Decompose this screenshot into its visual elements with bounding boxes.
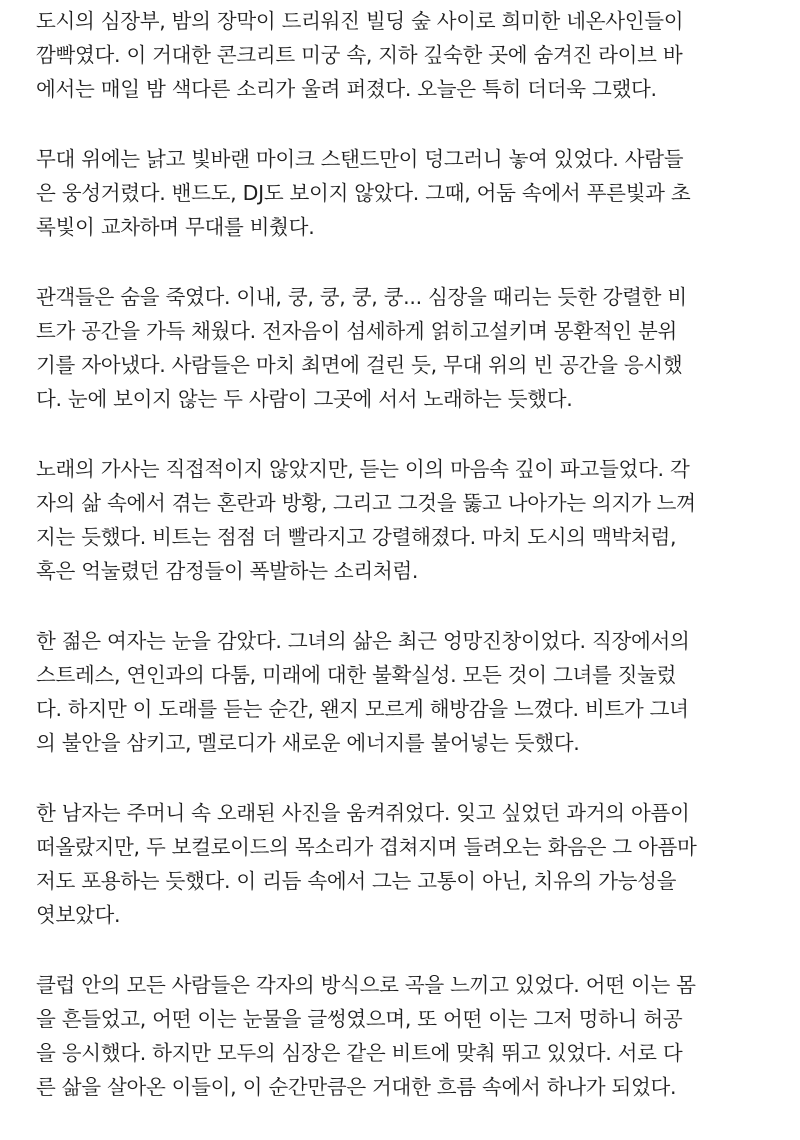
article-body	[36, 0, 776, 1140]
paragraph-6	[36, 796, 776, 932]
text-line: 록빛이 교차하며 무대를 비췄다.	[36, 215, 315, 239]
text-line: 관객들은 숨을 죽였다. 이내, 쿵, 쿵, 쿵, 쿵... 심장을 때리는 듯한 강렬한 비	[36, 285, 687, 309]
text-line: 은 웅성거렸다. 밴드도, DJ도 보이지 않았다. 그때, 어둠 속에서 푸른빛과 초	[36, 181, 691, 205]
text-line: 다. 눈에 보이지 않는 두 사람이 그곳에 서서 노래하는 듯했다.	[36, 387, 573, 411]
paragraph-4	[36, 452, 776, 588]
paragraph-3	[36, 280, 776, 416]
paragraph-2	[36, 142, 776, 244]
paragraph-1	[36, 4, 776, 106]
text-line: 지는 듯했다. 비트는 점점 더 빨라지고 강렬해졌다. 마치 도시의 맥박처럼,	[36, 525, 677, 549]
text-line: 엿보았다.	[36, 903, 121, 927]
paragraph-7	[36, 968, 776, 1104]
text-line: 클럽 안의 모든 사람들은 각자의 방식으로 곡을 느끼고 있었다. 어떤 이는 몸	[36, 973, 696, 997]
text-line: 깜빡였다. 이 거대한 콘크리트 미궁 속, 지하 깊숙한 곳에 숨겨진 라이브 바	[36, 43, 683, 67]
text-line: 노래의 가사는 직접적이지 않았지만, 듣는 이의 마음속 깊이 파고들었다. 각	[36, 457, 690, 481]
text-line: 한 젊은 여자는 눈을 감았다. 그녀의 삶은 최근 엉망진창이었다. 직장에서의	[36, 629, 690, 653]
text-line: 스트레스, 연인과의 다툼, 미래에 대한 불확실성. 모든 것이 그녀를 짓눌렀	[36, 663, 677, 687]
text-line: 을 응시했다. 하지만 모두의 심장은 같은 비트에 맞춰 뛰고 있었다. 서로 다	[36, 1041, 683, 1065]
text-line: 도시의 심장부, 밤의 장막이 드리워진 빌딩 숲 사이로 희미한 네온사인들이	[36, 9, 684, 33]
paragraph-5	[36, 624, 776, 760]
text-line: 다. 하지만 이 도래를 듣는 순간, 왠지 모르게 해방감을 느꼈다. 비트가 그녀	[36, 697, 689, 721]
text-line: 떠올랐지만, 두 보컬로이드의 목소리가 겹쳐지며 들려오는 화음은 그 아픔마	[36, 835, 697, 859]
text-line: 자의 삶 속에서 겪는 혼란과 방황, 그리고 그것을 뚫고 나아가는 의지가 느껴	[36, 491, 696, 515]
text-line: 무대 위에는 낡고 빛바랜 마이크 스탠드만이 덩그러니 놓여 있었다. 사람들	[36, 147, 684, 171]
text-line: 른 삶을 살아온 이들이, 이 순간만큼은 거대한 흐름 속에서 하나가 되었다.	[36, 1075, 677, 1099]
text-line: 을 흔들었고, 어떤 이는 눈물을 글썽였으며, 또 어떤 이는 그저 멍하니 허공	[36, 1007, 683, 1031]
text-line: 의 불안을 삼키고, 멜로디가 새로운 에너지를 불어넣는 듯했다.	[36, 731, 580, 755]
text-line: 혹은 억눌렸던 감정들이 폭발하는 소리처럼.	[36, 559, 419, 583]
text-line: 트가 공간을 가득 채웠다. 전자음이 섬세하게 얽히고설키며 몽환적인 분위	[36, 319, 678, 343]
text-line: 한 남자는 주머니 속 오래된 사진을 움켜쥐었다. 잊고 싶었던 과거의 아픔이	[36, 801, 690, 825]
text-line: 기를 자아냈다. 사람들은 마치 최면에 걸린 듯, 무대 위의 빈 공간을 응시했	[36, 353, 683, 377]
text-line: 저도 포용하는 듯했다. 이 리듬 속에서 그는 고통이 아닌, 치유의 가능성을	[36, 869, 677, 893]
text-line: 에서는 매일 밤 색다른 소리가 울려 퍼졌다. 오늘은 특히 더더욱 그랬다.	[36, 77, 657, 101]
